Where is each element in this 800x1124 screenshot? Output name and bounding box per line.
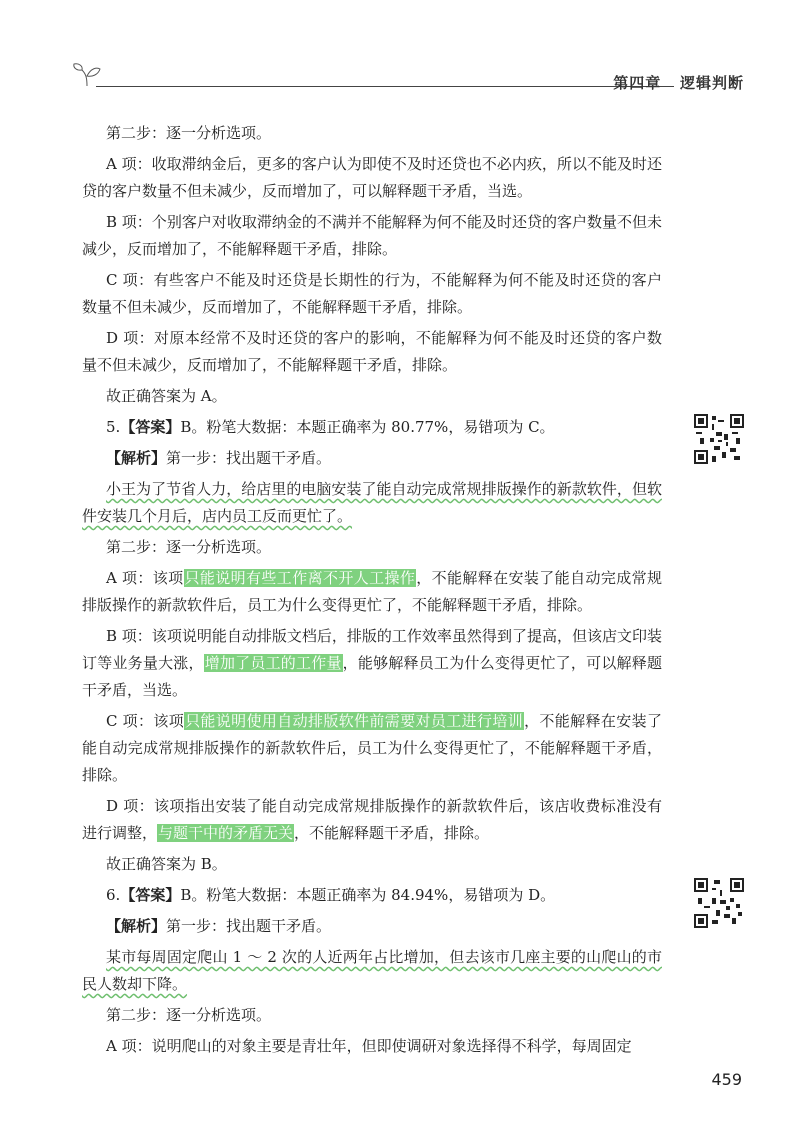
paragraph: D 项：对原本经常不及时还贷的客户的影响，不能解释为何不能及时还贷的客户数量不但未减少，反而增加了，不能解释题干矛盾，排除。 (82, 329, 662, 374)
paragraph: A 项：收取滞纳金后，更多的客户认为即使不及时还贷也不必内疚，所以不能及时还贷的客户数量不但未减少，反而增加了，可以解释题干矛盾，当选。 (82, 155, 662, 200)
paragraph: 故正确答案为 A。 (106, 387, 227, 405)
header-rule (96, 86, 674, 87)
qr-code-icon[interactable] (694, 414, 744, 464)
leaf-icon (72, 62, 102, 88)
paragraph: B 项：个别客户对收取滞纳金的不满并不能解释为何不能及时还贷的客户数量不但未减少，反而增加了，不能解释题干矛盾，排除。 (82, 213, 662, 258)
option-text: ，不能解释在安装了能自动完成常规排版操作的新款软件后，员工为什么变得更忙了，不能解释题干矛盾，排除。 (82, 569, 662, 614)
qr-code-icon[interactable] (694, 878, 744, 928)
q5-answer-label: 【答案】 (120, 418, 181, 436)
option-text: D 项：该项指出安装了能自动完成常规排版操作的新款软件后，该店收费标准没有进行调整， (82, 797, 662, 842)
chapter-number: 第四章 (613, 74, 662, 92)
q5-step1: 第一步：找出题干矛盾。 (166, 449, 332, 467)
paragraph: 第二步：逐一分析选项。 (106, 538, 272, 556)
highlight: 只能说明有些工作离不开人工操作 (184, 569, 416, 587)
q5-analysis-label: 【解析】 (106, 449, 167, 467)
page-header (72, 62, 744, 102)
paragraph: 第二步：逐一分析选项。 (106, 124, 272, 142)
page-number: 459 (711, 1070, 742, 1089)
q6-analysis-paragraph (82, 913, 662, 940)
q6-stem: 某市每周固定爬山 1 ～ 2 次的人近两年占比增加，但去该市几座主要的山爬山的市民人数却下降。 (82, 948, 662, 993)
q5-option-b (82, 623, 662, 704)
q5-stem-paragraph (82, 476, 662, 530)
q5-option-a (82, 565, 662, 619)
q5-answer: B。粉笔大数据：本题正确率为 80.77%，易错项为 C。 (180, 418, 555, 436)
page-content (82, 120, 662, 1064)
q6-answer: B。粉笔大数据：本题正确率为 84.94%，易错项为 D。 (180, 886, 556, 904)
q5-analysis-paragraph (82, 445, 662, 472)
option-text: ，不能解释在安装了能自动完成常规排版操作的新款软件后，员工为什么变得更忙了，不能解释题干矛盾，排除。 (82, 712, 662, 784)
paragraph: C 项：有些客户不能及时还贷是长期性的行为，不能解释为何不能及时还贷的客户数量不但未减少，反而增加了，不能解释题干矛盾，排除。 (82, 271, 662, 316)
q5-number: 5. (106, 418, 121, 436)
q5-answer-paragraph (82, 414, 662, 441)
option-text: ，不能解释题干矛盾，排除。 (294, 824, 490, 842)
q5-option-d (82, 793, 662, 847)
q5-option-c (82, 708, 662, 789)
chapter-title (613, 72, 744, 93)
option-text: A 项：该项 (106, 569, 184, 587)
paragraph: 第二步：逐一分析选项。 (106, 1006, 272, 1024)
option-text: C 项：该项 (106, 712, 185, 730)
highlight: 增加了员工的工作量 (204, 654, 342, 672)
option-text: B 项：该项说明能自动排版文档后，排版的工作效率虽然得到了提高，但该店文印装订等业务量大涨， (82, 627, 662, 672)
q6-answer-label: 【答案】 (120, 886, 181, 904)
highlight: 与题干中的矛盾无关 (158, 824, 294, 842)
q6-number: 6. (106, 886, 121, 904)
q6-analysis-label: 【解析】 (106, 917, 167, 935)
chapter-subject: 逻辑判断 (679, 74, 744, 92)
q6-answer-paragraph (82, 882, 662, 909)
option-text: ，能够解释员工为什么变得更忙了，可以解释题干矛盾，当选。 (82, 654, 662, 699)
q6-stem-paragraph (82, 944, 662, 998)
paragraph: 故正确答案为 B。 (106, 855, 227, 873)
q6-option-a: A 项：说明爬山的对象主要是青壮年，但即使调研对象选择得不科学，每周固定 (106, 1037, 632, 1055)
highlight: 只能说明使用自动排版软件前需要对员工进行培训 (185, 712, 524, 730)
q6-step1: 第一步：找出题干矛盾。 (166, 917, 332, 935)
q5-stem: 小王为了节省人力，给店里的电脑安装了能自动完成常规排版操作的新款软件，但软件安装几个月后，店内员工反而更忙了。 (82, 480, 662, 525)
